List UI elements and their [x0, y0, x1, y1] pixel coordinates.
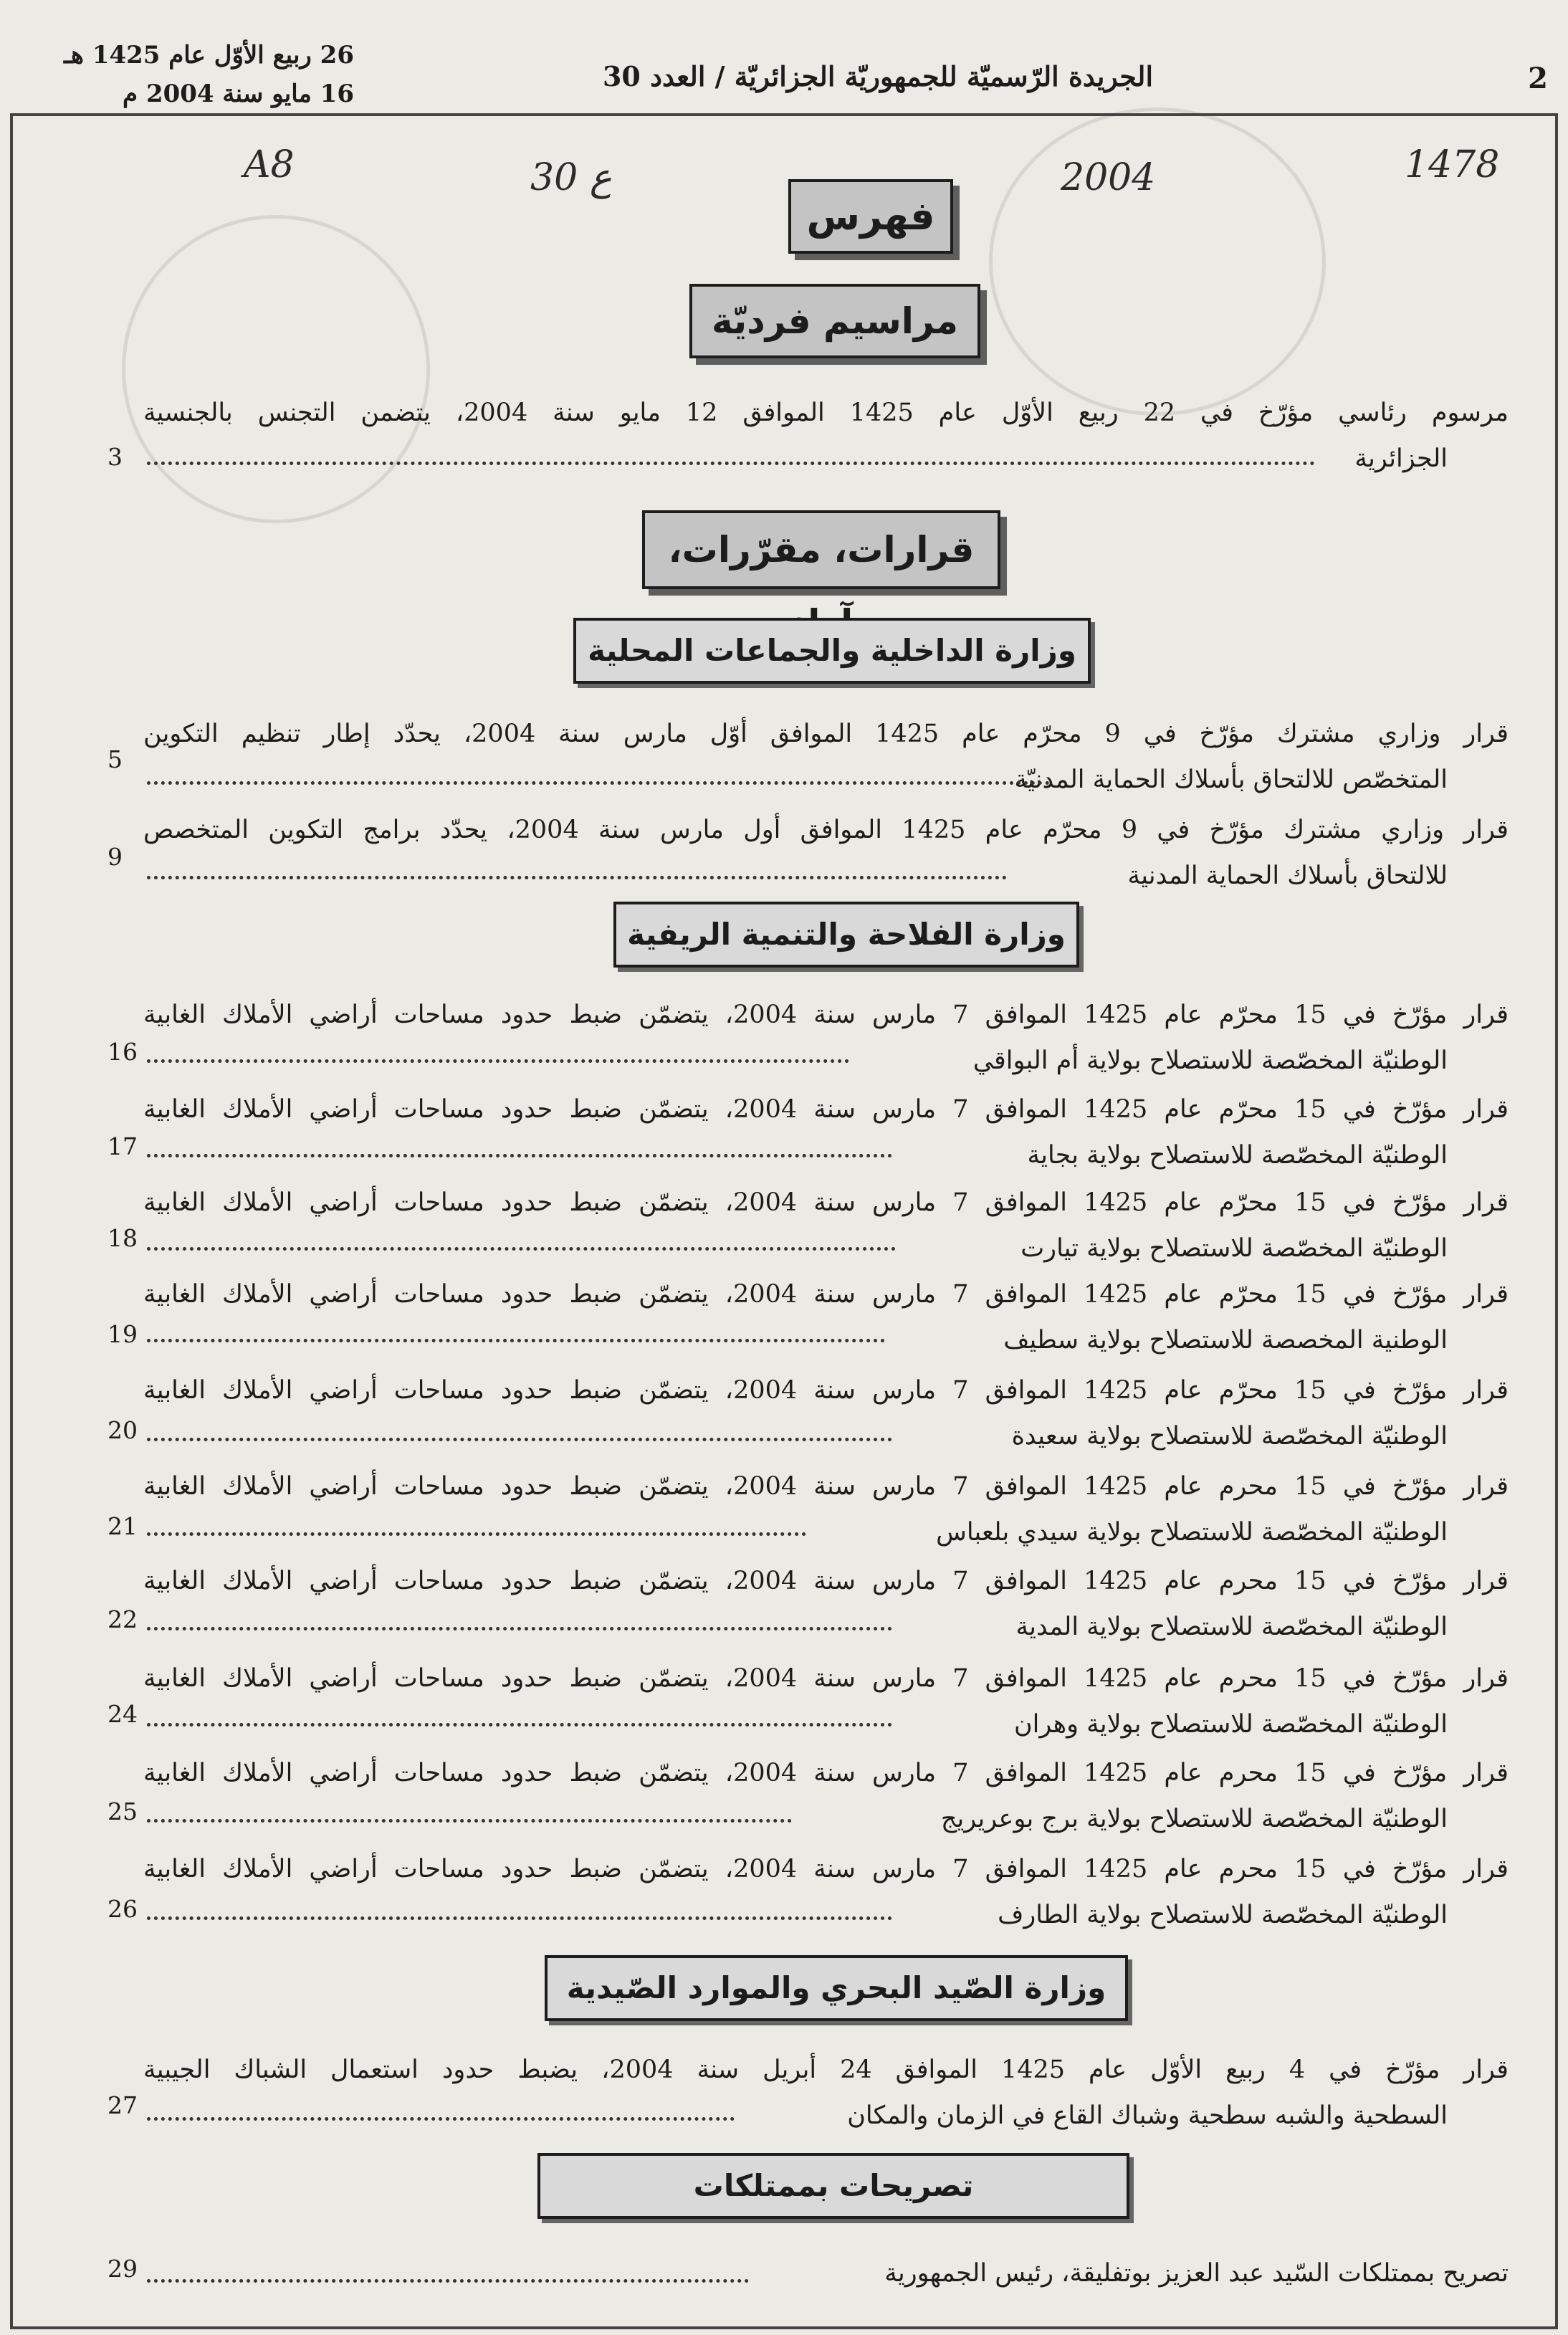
leader-dots	[147, 459, 1315, 465]
entry-line2: الوطنية المخصصة للاستصلاح بولاية سطيف	[1003, 1326, 1448, 1355]
entry-page-number: 25	[107, 1797, 138, 1825]
ministry-fisheries-title	[545, 1955, 1128, 2021]
entry-line2: الوطنيّة المخصّصة للاستصلاح بولاية تيارت	[1020, 1234, 1448, 1263]
toc-entry	[143, 1271, 1509, 1363]
leader-dots	[147, 1816, 792, 1823]
section-index-title	[788, 179, 953, 254]
entry-line1: قرار مؤرّخ في 15 محرم عام 1425 الموافق 7 مارس سنة 2004، يتضمّن ضبط حدود مساحات أراضي الأملاك الغابية	[143, 1567, 1509, 1595]
entry-page-number: 3	[107, 443, 123, 471]
declarations-title	[537, 2153, 1129, 2219]
entry-line2: المتخصّص للالتحاق بأسلاك الحماية المدنيّة	[1014, 765, 1448, 794]
entry-page-number: 22	[107, 1605, 138, 1633]
entry-line1: قرار وزاري مشترك مؤرّخ في 9 محرّم عام 1425 الموافق أوّل مارس سنة 2004، يحدّد إطار تنظيم التكوين	[143, 720, 1509, 748]
entry-line1: قرار مؤرّخ في 15 محرم عام 1425 الموافق 7 مارس سنة 2004، يتضمّن ضبط حدود مساحات أراضي الأملاك الغابية	[143, 1664, 1509, 1693]
declarations-label: تصريحات بممتلكات	[693, 2168, 974, 2203]
leader-dots	[147, 1151, 892, 1157]
entry-line2: الوطنيّة المخصّصة للاستصلاح بولاية برج بوعريريج	[940, 1805, 1448, 1833]
entry-line2: الجزائرية	[1354, 444, 1448, 473]
entry-page-number: 29	[107, 2255, 138, 2283]
leader-dots	[147, 1435, 892, 1441]
gazette-title: الجريدة الرّسميّة للجمهوريّة الجزائريّة / العدد 30	[602, 60, 1154, 92]
ministry-agriculture-title	[613, 902, 1079, 968]
toc-entry	[143, 1656, 1509, 1747]
entry-line2: الوطنيّة المخصّصة للاستصلاح بولاية وهران	[1013, 1710, 1448, 1739]
entry-page-number: 24	[107, 1700, 138, 1728]
toc-entry	[143, 711, 1509, 803]
entry-page-number: 17	[107, 1132, 138, 1160]
entry-line1: قرار مؤرّخ في 15 محرم عام 1425 الموافق 7 مارس سنة 2004، يتضمّن ضبط حدود مساحات أراضي الأملاك الغابية	[143, 1759, 1509, 1787]
leader-dots	[147, 1529, 806, 1536]
entry-line2: الوطنيّة المخصّصة للاستصلاح بولاية بجاية	[1027, 1141, 1448, 1170]
toc-entry-last	[143, 2250, 1509, 2296]
entry-page-number: 27	[107, 2091, 138, 2119]
leader-dots	[147, 1720, 892, 1727]
leader-dots	[147, 1244, 896, 1251]
section-index-label: فهرس	[806, 194, 935, 239]
entry-line2: للالتحاق بأسلاك الحماية المدنية	[1127, 861, 1448, 890]
leader-dots	[147, 2276, 749, 2283]
leader-dots	[147, 2114, 735, 2121]
toc-entry	[143, 1846, 1509, 1938]
entry-line2: الوطنيّة المخصّصة للاستصلاح بولاية سعيدة	[1011, 1422, 1448, 1451]
toc-entry	[143, 1750, 1509, 1842]
entry-line1: قرار وزاري مشترك مؤرّخ في 9 محرّم عام 1425 الموافق أول مارس سنة 2004، يحدّد برامج التكوين المتخصص	[143, 816, 1509, 844]
ministry-interior-title	[573, 618, 1091, 684]
page-number: 2	[1528, 62, 1548, 95]
section-decisions-label: قرارات، مقرّرات،	[668, 529, 975, 570]
toc-entry	[143, 992, 1509, 1084]
handwritten-code-center: 30 ع	[530, 156, 612, 199]
leader-dots	[147, 778, 1050, 785]
toc-entry	[143, 1463, 1509, 1555]
section-individual-decrees-label: مراسيم فرديّة	[712, 300, 958, 342]
section-individual-decrees-title	[689, 284, 980, 358]
issue-date	[24, 36, 354, 113]
entry-line2: الوطنيّة المخصّصة للاستصلاح بولاية أم البواقي	[972, 1046, 1448, 1075]
entry-line2: السطحية والشبه سطحية وشباك القاع في الزمان والمكان	[847, 2101, 1448, 2130]
leader-dots	[147, 1336, 885, 1342]
entry-page-number: 21	[107, 1512, 138, 1540]
section-decisions-title	[642, 510, 1000, 589]
toc-entry	[143, 2047, 1509, 2139]
entry-line1: قرار مؤرّخ في 15 محرم عام 1425 الموافق 7 مارس سنة 2004، يتضمّن ضبط حدود مساحات أراضي الأملاك الغابية	[143, 1855, 1509, 1883]
handwritten-year: 2004	[1061, 156, 1156, 199]
entry-page-number: 5	[107, 745, 123, 773]
toc-entry	[143, 807, 1509, 899]
hijri-date: 26 ربيع الأوّل عام 1425 هـ	[64, 41, 354, 70]
leader-dots	[147, 1056, 849, 1063]
entry-page-number: 26	[107, 1895, 138, 1923]
ministry-fisheries-label: وزارة الصّيد البحري والموارد الصّيدية	[566, 1970, 1106, 2005]
entry-line1: قرار مؤرّخ في 15 محرّم عام 1425 الموافق 7 مارس سنة 2004، يتضمّن ضبط حدود مساحات أراضي الأملاك الغابية	[143, 1280, 1509, 1309]
entry-line1: قرار مؤرّخ في 15 محرّم عام 1425 الموافق 7 مارس سنة 2004، يتضمّن ضبط حدود مساحات أراضي الأملاك الغابية	[143, 1095, 1509, 1124]
entry-line1: قرار مؤرّخ في 15 محرّم عام 1425 الموافق 7 مارس سنة 2004، يتضمّن ضبط حدود مساحات أراضي الأملاك الغابية	[143, 1376, 1509, 1405]
page-header	[0, 0, 1568, 113]
ministry-interior-label: وزارة الداخلية والجماعات المحلية	[588, 633, 1076, 668]
gregorian-date: 16 مايو سنة 2004 م	[123, 80, 354, 108]
entry-page-number: 16	[107, 1038, 138, 1066]
toc-entry	[143, 1558, 1509, 1650]
toc-entry	[143, 1087, 1509, 1178]
leader-dots	[147, 1914, 892, 1920]
entry-line2: الوطنيّة المخصّصة للاستصلاح بولاية سيدي بلعباس	[936, 1518, 1448, 1547]
entry-line1: قرار مؤرّخ في 4 ربيع الأوّل عام 1425 الموافق 24 أبريل سنة 2004، يضبط حدود استعمال الشباك الجيبية	[143, 2055, 1509, 2084]
entry-line1: قرار مؤرّخ في 15 محرم عام 1425 الموافق 7 مارس سنة 2004، يتضمّن ضبط حدود مساحات أراضي الأملاك الغابية	[143, 1472, 1509, 1501]
toc-entry	[143, 1367, 1509, 1459]
handwritten-code-left: A8	[244, 143, 295, 186]
entry-page-number: 19	[107, 1320, 138, 1348]
entry-line1: مرسوم رئاسي مؤرّخ في 22 ربيع الأوّل عام 1425 الموافق 12 مايو سنة 2004، يتضمن التجنس بالجنسية	[143, 398, 1509, 427]
toc-entry	[143, 1180, 1509, 1271]
entry-line1: تصريح بممتلكات السّيد عبد العزيز بوتفليقة، رئيس الجمهورية	[884, 2259, 1509, 2288]
entry-line1: قرار مؤرّخ في 15 محرّم عام 1425 الموافق 7 مارس سنة 2004، يتضمّن ضبط حدود مساحات أراضي الأملاك الغابية	[143, 1188, 1509, 1217]
leader-dots	[147, 873, 1007, 879]
entry-page-number: 20	[107, 1416, 138, 1444]
entry-page-number: 9	[107, 843, 123, 871]
entry-line2: الوطنيّة المخصّصة للاستصلاح بولاية الطارف	[998, 1901, 1448, 1929]
toc-entry	[143, 390, 1509, 482]
ministry-agriculture-label: وزارة الفلاحة والتنمية الريفية	[627, 917, 1066, 952]
entry-page-number: 18	[107, 1224, 138, 1252]
leader-dots	[147, 1624, 892, 1630]
entry-line1: قرار مؤرّخ في 15 محرّم عام 1425 الموافق 7 مارس سنة 2004، يتضمّن ضبط حدود مساحات أراضي الأملاك الغابية	[143, 1001, 1509, 1029]
handwritten-code-right: 1478	[1405, 143, 1500, 186]
entry-line2: الوطنيّة المخصّصة للاستصلاح بولاية المدية	[1015, 1613, 1448, 1641]
